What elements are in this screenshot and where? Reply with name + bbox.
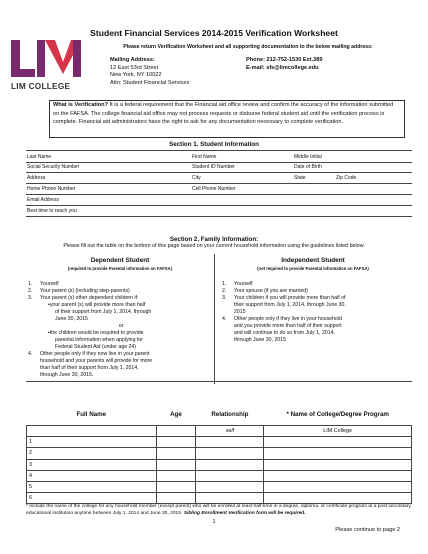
or-separator: or [118,323,124,329]
cell-relationship[interactable] [196,437,264,448]
header-full-name: Full Name [27,404,157,426]
verification-text: It is a federal requirement that the Financial aid office review and confirm the accuracy of the information submitted on the FAFSA. The college financial aid office may not process requests or disburse federal student aid until the verification process is complete. Financial aid administrators have the right to ask for any documentation necessary to complete verification. [53,102,394,125]
cell-full-name[interactable]: 3 [27,459,157,470]
cell-full-name[interactable]: 4 [27,470,157,481]
cell-relationship[interactable] [196,470,264,481]
cell-college[interactable]: LIM College [264,426,412,437]
contact-info [246,57,323,72]
condition-line: ▪the children would be required to provide [48,330,144,336]
ssn-field[interactable]: Social Security Number [27,164,80,170]
guidelines-bottom-rule [26,381,412,382]
cell-phone-field[interactable]: Cell Phone Number [192,186,236,192]
cell-college[interactable] [264,481,412,492]
section-2-heading: Section 2. Family Information: [169,236,259,243]
cell-college[interactable] [264,437,412,448]
middle-initial-field[interactable]: Middle Initial [294,154,322,160]
page-number: 1 [212,519,216,525]
address-line-3: Attn: Student Financial Services [110,79,190,86]
item-text: Your parent (s) (including step-parents) [40,288,130,294]
cell-full-name[interactable]: 6 [27,493,157,504]
header-relationship: Relationship [196,404,264,426]
city-field[interactable]: City [192,175,201,181]
item-line: through June 30, 2015 [234,336,286,343]
item-number: 2. [28,288,33,294]
header-age: Age [156,404,196,426]
student-id-field[interactable]: Student ID Number [192,164,235,170]
cell-relationship[interactable] [196,448,264,459]
item-number: 1. [28,281,33,287]
mailing-instruction: Please return Verification Worksheet and all supporting documentation to the below mailing address: [123,44,373,50]
cell-age[interactable] [156,470,196,481]
dependent-list [28,281,214,391]
cell-full-name[interactable]: 1 [27,437,157,448]
condition-line: June 30, 2015 [55,315,88,322]
page-title: Student Financial Services 2014-2015 Verification Worksheet [90,28,338,38]
best-time-field[interactable]: Best time to reach you [27,208,77,214]
footnote-text: * Include the name of the college for any household member (except parent) who will be enrolled at least half-time in a degree, diploma, or certificate program at a post secondary educational institution anytime between July 1, 2014 and June 30, 2015. [26,504,411,516]
mailing-address-label: Mailing Address: [110,57,155,63]
table-row [27,470,412,481]
item-text: Your parent (s) other dependent children if: [40,295,139,301]
independent-list [222,281,410,371]
item-line: 2015 [234,308,246,315]
item-line: Other people only if they live in your household [234,316,342,322]
cell-full-name[interactable] [27,426,157,437]
state-field[interactable]: State [294,175,306,181]
cell-college[interactable] [264,448,412,459]
cell-age[interactable] [156,459,196,470]
table-row [27,448,412,459]
independent-subtitle: (not required to provide Parental information on FAFSA) [257,266,369,271]
dependent-subtitle: (required to provide Parental information on FAFSA) [68,266,172,271]
cell-full-name[interactable]: 5 [27,481,157,492]
item-number: 3. [28,295,33,301]
footnote-bold: Sibling Enrollment Verification form will be required. [182,511,306,516]
item-text [40,351,212,379]
cell-full-name[interactable]: 2 [27,448,157,459]
item-line: their support from July 1, 2014, through June 30, [234,301,346,308]
item-number: 4. [222,316,227,322]
cell-age[interactable] [156,437,196,448]
table-row [27,437,412,448]
item-number: 3. [222,295,227,301]
zip-field[interactable]: Zip Code [336,175,357,181]
table-header-row [27,404,412,426]
item-line: Your children if you will provide more than half of [234,295,346,301]
header-college: * Name of College/Degree Program [264,404,412,426]
grid-row-best-time [26,205,412,217]
item-number: 4. [28,351,33,357]
dependent-title: Dependent Student [90,257,150,264]
table-row [27,481,412,492]
household-table [26,404,412,504]
verification-label: What is Verification? [53,102,109,108]
independent-title: Independent Student [281,257,345,264]
item-text: Yourself [40,281,59,287]
first-name-field[interactable]: First Name [192,154,217,160]
item-line: household and your parents will provide for more [40,357,153,364]
item-line: through June 30, 2015. [40,371,94,378]
item-text [234,295,410,316]
item-line: and will continue to do so from July 1, 2014, [234,329,335,336]
email-address[interactable]: E-mail: sfs@limcollege.edu [246,64,319,71]
phone-number: Phone: 212-752-1530 Ext.389 [246,57,323,63]
item-line: than half of their support from July 1, 2014, [40,364,139,371]
item-text: Yourself [234,281,253,287]
cell-age[interactable] [156,481,196,492]
cell-relationship[interactable]: self [196,426,264,437]
cell-college[interactable] [264,470,412,481]
condition-line: of their support from July 1, 2014, through [55,308,152,315]
section-1-heading: Section 1. Student Information [169,141,259,148]
item-text: Your spouse (if you are married) [234,288,308,294]
dob-field[interactable]: Date of Birth [294,164,322,170]
item-line: Other people only if they now live in your parent [40,351,150,357]
logo-text: LIM COLLEGE [11,82,71,91]
item-text [234,316,410,344]
continue-note: Please continue to page 2 [335,527,400,533]
address-line-2: New York, NY 10022 [110,72,162,79]
section-2-intro: Please fill out the table on the bottom of this page based on your current household information using the guidelines listed below. [63,243,365,249]
cell-relationship[interactable] [196,481,264,492]
item-number: 2. [222,288,227,294]
cell-age[interactable] [156,426,196,437]
cell-college[interactable] [264,459,412,470]
verification-info-box [49,100,405,138]
item-line: and you provide more than half of their support [234,322,342,329]
home-phone-field[interactable]: Home Phone Number [27,186,76,192]
cell-age[interactable] [156,448,196,459]
mailing-address [110,57,189,87]
table-row [27,459,412,470]
item-number: 1. [222,281,227,287]
email-field[interactable]: Email Address [27,197,59,203]
footnote [26,503,414,517]
condition-line: Federal Student Aid (under age 24) [55,343,137,350]
table-row [27,426,412,437]
cell-relationship[interactable] [196,459,264,470]
condition-line: parental information when applying for [55,336,143,343]
address-line-1: 12 East 53rd Street [110,64,159,71]
address-field[interactable]: Address [27,175,46,181]
dependent-condition-1 [48,302,208,323]
dependent-condition-2 [48,330,208,351]
condition-line: ▪your parent (s) will provide more than half [48,302,146,308]
last-name-field[interactable]: Last Name [27,154,52,160]
column-divider [214,254,215,384]
